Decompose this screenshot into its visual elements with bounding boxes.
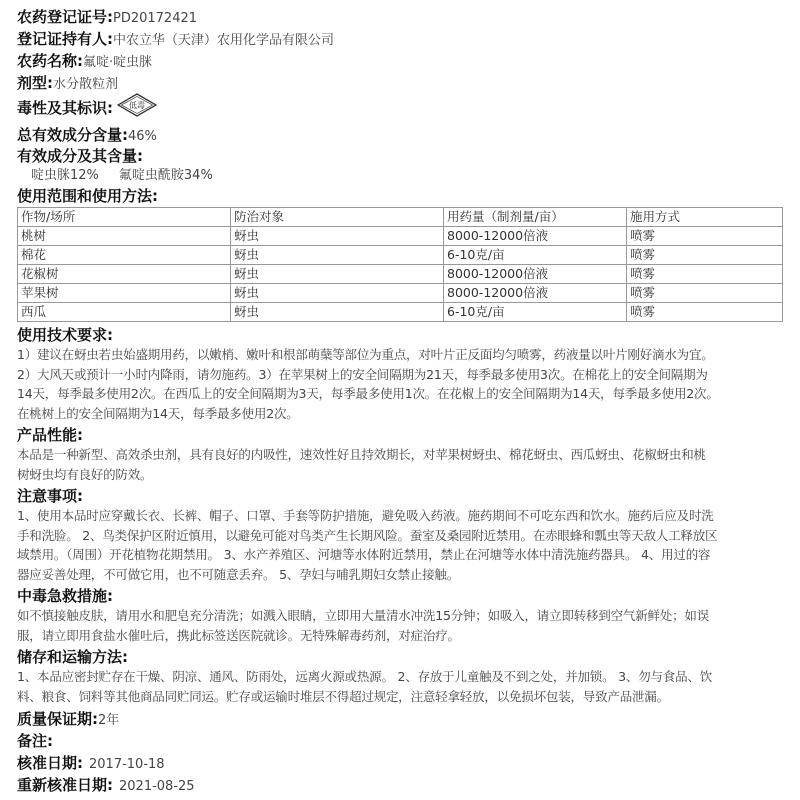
paragraph-line: 料、粮食、饲料等其他商品同贮同运。贮存或运输时堆层不得超过规定，注意轻拿轻放，以免损坏包装，导致产品泄漏。 bbox=[17, 688, 669, 704]
table-row bbox=[18, 246, 783, 265]
holder-value: 中农立华（天津）农用化学品有限公司 bbox=[113, 33, 335, 48]
paragraph-line: 手和洗脸。 2、鸟类保护区附近慎用，以避免可能对鸟类产生长期风险。蚕室及桑园附近禁用。在赤眼蜂和瓢虫等天敌人工释放区 bbox=[17, 527, 718, 543]
table-row bbox=[18, 227, 783, 246]
total-content-row bbox=[17, 124, 784, 146]
table-row bbox=[18, 303, 783, 322]
usage-header-target: 防治对象 bbox=[231, 208, 444, 227]
reapproval-date-label: 重新核准日期: bbox=[17, 776, 113, 794]
paragraph-line: 本品是一种新型、高效杀虫剂，具有良好的内吸性，速效性好且持效期长，对苹果树蚜虫、棉花蚜虫、西瓜蚜虫、花椒蚜虫和桃 bbox=[17, 447, 706, 462]
target-cell: 蚜虫 bbox=[231, 227, 444, 246]
ingredients-label: 有效成分及其含量: bbox=[17, 147, 143, 165]
paragraph-line: 2）大风天或预计一小时内降雨，请勿施药。3）在苹果树上的安全间隔期为21天，每季最多使用3次。在棉花上的安全间隔期为 bbox=[17, 366, 708, 382]
approval-date-value: 2017-10-18 bbox=[89, 757, 165, 772]
pesticide-name-value: 氟啶·啶虫脒 bbox=[83, 55, 153, 70]
method-cell: 喷雾 bbox=[627, 227, 783, 246]
toxicity-label: 毒性及其标识: bbox=[17, 98, 113, 117]
paragraph-line: 域禁用。（周围）开花植物花期禁用。 3、水产养殖区、河塘等水体附近禁用，禁止在河塘等水体中清洗施药器具。 4、用过的容 bbox=[17, 547, 711, 562]
registration-number-row bbox=[17, 6, 784, 28]
paragraph-line: 1、使用本品时应穿戴长衣、长裤、帽子、口罩、手套等防护措施，避免吸入药液。施药期间不可吃东西和饮水。施药后应及时洗 bbox=[17, 508, 714, 523]
crop-cell: 棉花 bbox=[18, 246, 231, 265]
total-content-label: 总有效成分含量: bbox=[17, 126, 128, 144]
dosage-cell: 8000-12000倍液 bbox=[444, 227, 627, 246]
warranty-value: 2年 bbox=[98, 713, 120, 728]
performance-text bbox=[17, 445, 783, 484]
table-row bbox=[18, 265, 783, 284]
usage-section-title: 使用范围和使用方法: bbox=[17, 187, 158, 205]
dosage-cell: 8000-12000倍液 bbox=[444, 265, 627, 284]
remarks-label: 备注: bbox=[17, 732, 53, 750]
crop-cell: 桃树 bbox=[18, 227, 231, 246]
method-cell: 喷雾 bbox=[627, 303, 783, 322]
toxicity-badge-text: 低毒 bbox=[129, 101, 145, 110]
holder-row bbox=[17, 28, 784, 50]
toxicity-row bbox=[17, 94, 784, 120]
remarks-row bbox=[17, 730, 784, 752]
first-aid-title: 中毒急救措施: bbox=[17, 587, 113, 605]
precautions-text bbox=[17, 506, 783, 584]
target-cell: 蚜虫 bbox=[231, 265, 444, 284]
usage-header-crop: 作物/场所 bbox=[18, 208, 231, 227]
paragraph-line: 器应妥善处理，不可做它用，也不可随意丢弃。 5、孕妇与哺乳期妇女禁止接触。 bbox=[17, 566, 460, 582]
total-content-value: 46% bbox=[128, 129, 157, 144]
precautions-title: 注意事项: bbox=[17, 487, 83, 505]
approval-date-label: 核准日期: bbox=[17, 754, 83, 772]
table-row bbox=[18, 284, 783, 303]
dosage-cell: 8000-12000倍液 bbox=[444, 284, 627, 303]
paragraph-line: 在桃树上的安全间隔期为14天，每季最多使用2次。 bbox=[17, 405, 299, 421]
paragraph-line: 1）建议在蚜虫若虫始盛期用药，以嫩梢、嫩叶和根部萌蘖等部位为重点，对叶片正反面均匀喷雾，药液量以叶片刚好滴水为宜。 bbox=[17, 347, 714, 362]
ingredient-item: 氟啶虫酰胺34% bbox=[118, 168, 213, 183]
usage-table bbox=[17, 207, 783, 322]
warranty-row bbox=[17, 708, 784, 730]
reapproval-date-value: 2021-08-25 bbox=[119, 779, 195, 794]
ingredients-list bbox=[17, 166, 784, 186]
crop-cell: 苹果树 bbox=[18, 284, 231, 303]
target-cell: 蚜虫 bbox=[231, 284, 444, 303]
holder-label: 登记证持有人: bbox=[17, 30, 113, 48]
paragraph-line: 1、本品应密封贮存在干燥、阴凉、通风、防雨处，远离火源或热源。 2、存放于儿童触及不到之处，并加锁。 3、勿与食品、饮 bbox=[17, 669, 713, 684]
storage-title: 储存和运输方法: bbox=[17, 648, 128, 666]
crop-cell: 西瓜 bbox=[18, 303, 231, 322]
approval-date-row bbox=[17, 752, 784, 774]
formulation-row bbox=[17, 72, 784, 94]
usage-table-header-row bbox=[18, 208, 783, 227]
paragraph-line: 如不慎接触皮肤，请用水和肥皂充分清洗；如溅入眼睛，立即用大量清水冲洗15分钟；如吸入，请立即转移到空气新鲜处；如误 bbox=[17, 608, 710, 623]
method-cell: 喷雾 bbox=[627, 284, 783, 303]
performance-title: 产品性能: bbox=[17, 426, 83, 444]
method-cell: 喷雾 bbox=[627, 265, 783, 284]
usage-header-dosage: 用药量（制剂量/亩） bbox=[444, 208, 627, 227]
target-cell: 蚜虫 bbox=[231, 246, 444, 265]
formulation-label: 剂型: bbox=[17, 74, 53, 92]
registration-number-label: 农药登记证号: bbox=[17, 8, 113, 26]
storage-text bbox=[17, 667, 783, 706]
ingredient-item: 啶虫脒12% bbox=[31, 168, 99, 183]
pesticide-name-row bbox=[17, 50, 784, 72]
formulation-value: 水分散粒剂 bbox=[53, 77, 119, 92]
crop-cell: 花椒树 bbox=[18, 265, 231, 284]
pesticide-name-label: 农药名称: bbox=[17, 52, 83, 70]
paragraph-line: 树蚜虫均有良好的防效。 bbox=[17, 466, 153, 482]
registration-number-value: PD20172421 bbox=[113, 11, 198, 26]
paragraph-line: 14天，每季最多使用2次。在西瓜上的安全间隔期为3天，每季最多使用1次。在花椒上的安全间隔期为14天，每季最多使用2次。 bbox=[17, 386, 719, 401]
warranty-label: 质量保证期: bbox=[17, 710, 98, 728]
usage-header-method: 施用方式 bbox=[627, 208, 783, 227]
method-cell: 喷雾 bbox=[627, 246, 783, 265]
target-cell: 蚜虫 bbox=[231, 303, 444, 322]
paragraph-line: 服，请立即用食盐水催吐后，携此标签送医院就诊。无特殊解毒药剂，对症治疗。 bbox=[17, 627, 460, 643]
tech-requirements-title: 使用技术要求: bbox=[17, 326, 113, 344]
ingredients-row bbox=[17, 146, 784, 166]
low-toxicity-diamond-icon bbox=[117, 93, 157, 121]
reapproval-date-row bbox=[17, 774, 784, 796]
tech-requirements-text bbox=[17, 345, 783, 423]
dosage-cell: 6-10克/亩 bbox=[444, 303, 627, 322]
dosage-cell: 6-10克/亩 bbox=[444, 246, 627, 265]
first-aid-text bbox=[17, 606, 783, 645]
